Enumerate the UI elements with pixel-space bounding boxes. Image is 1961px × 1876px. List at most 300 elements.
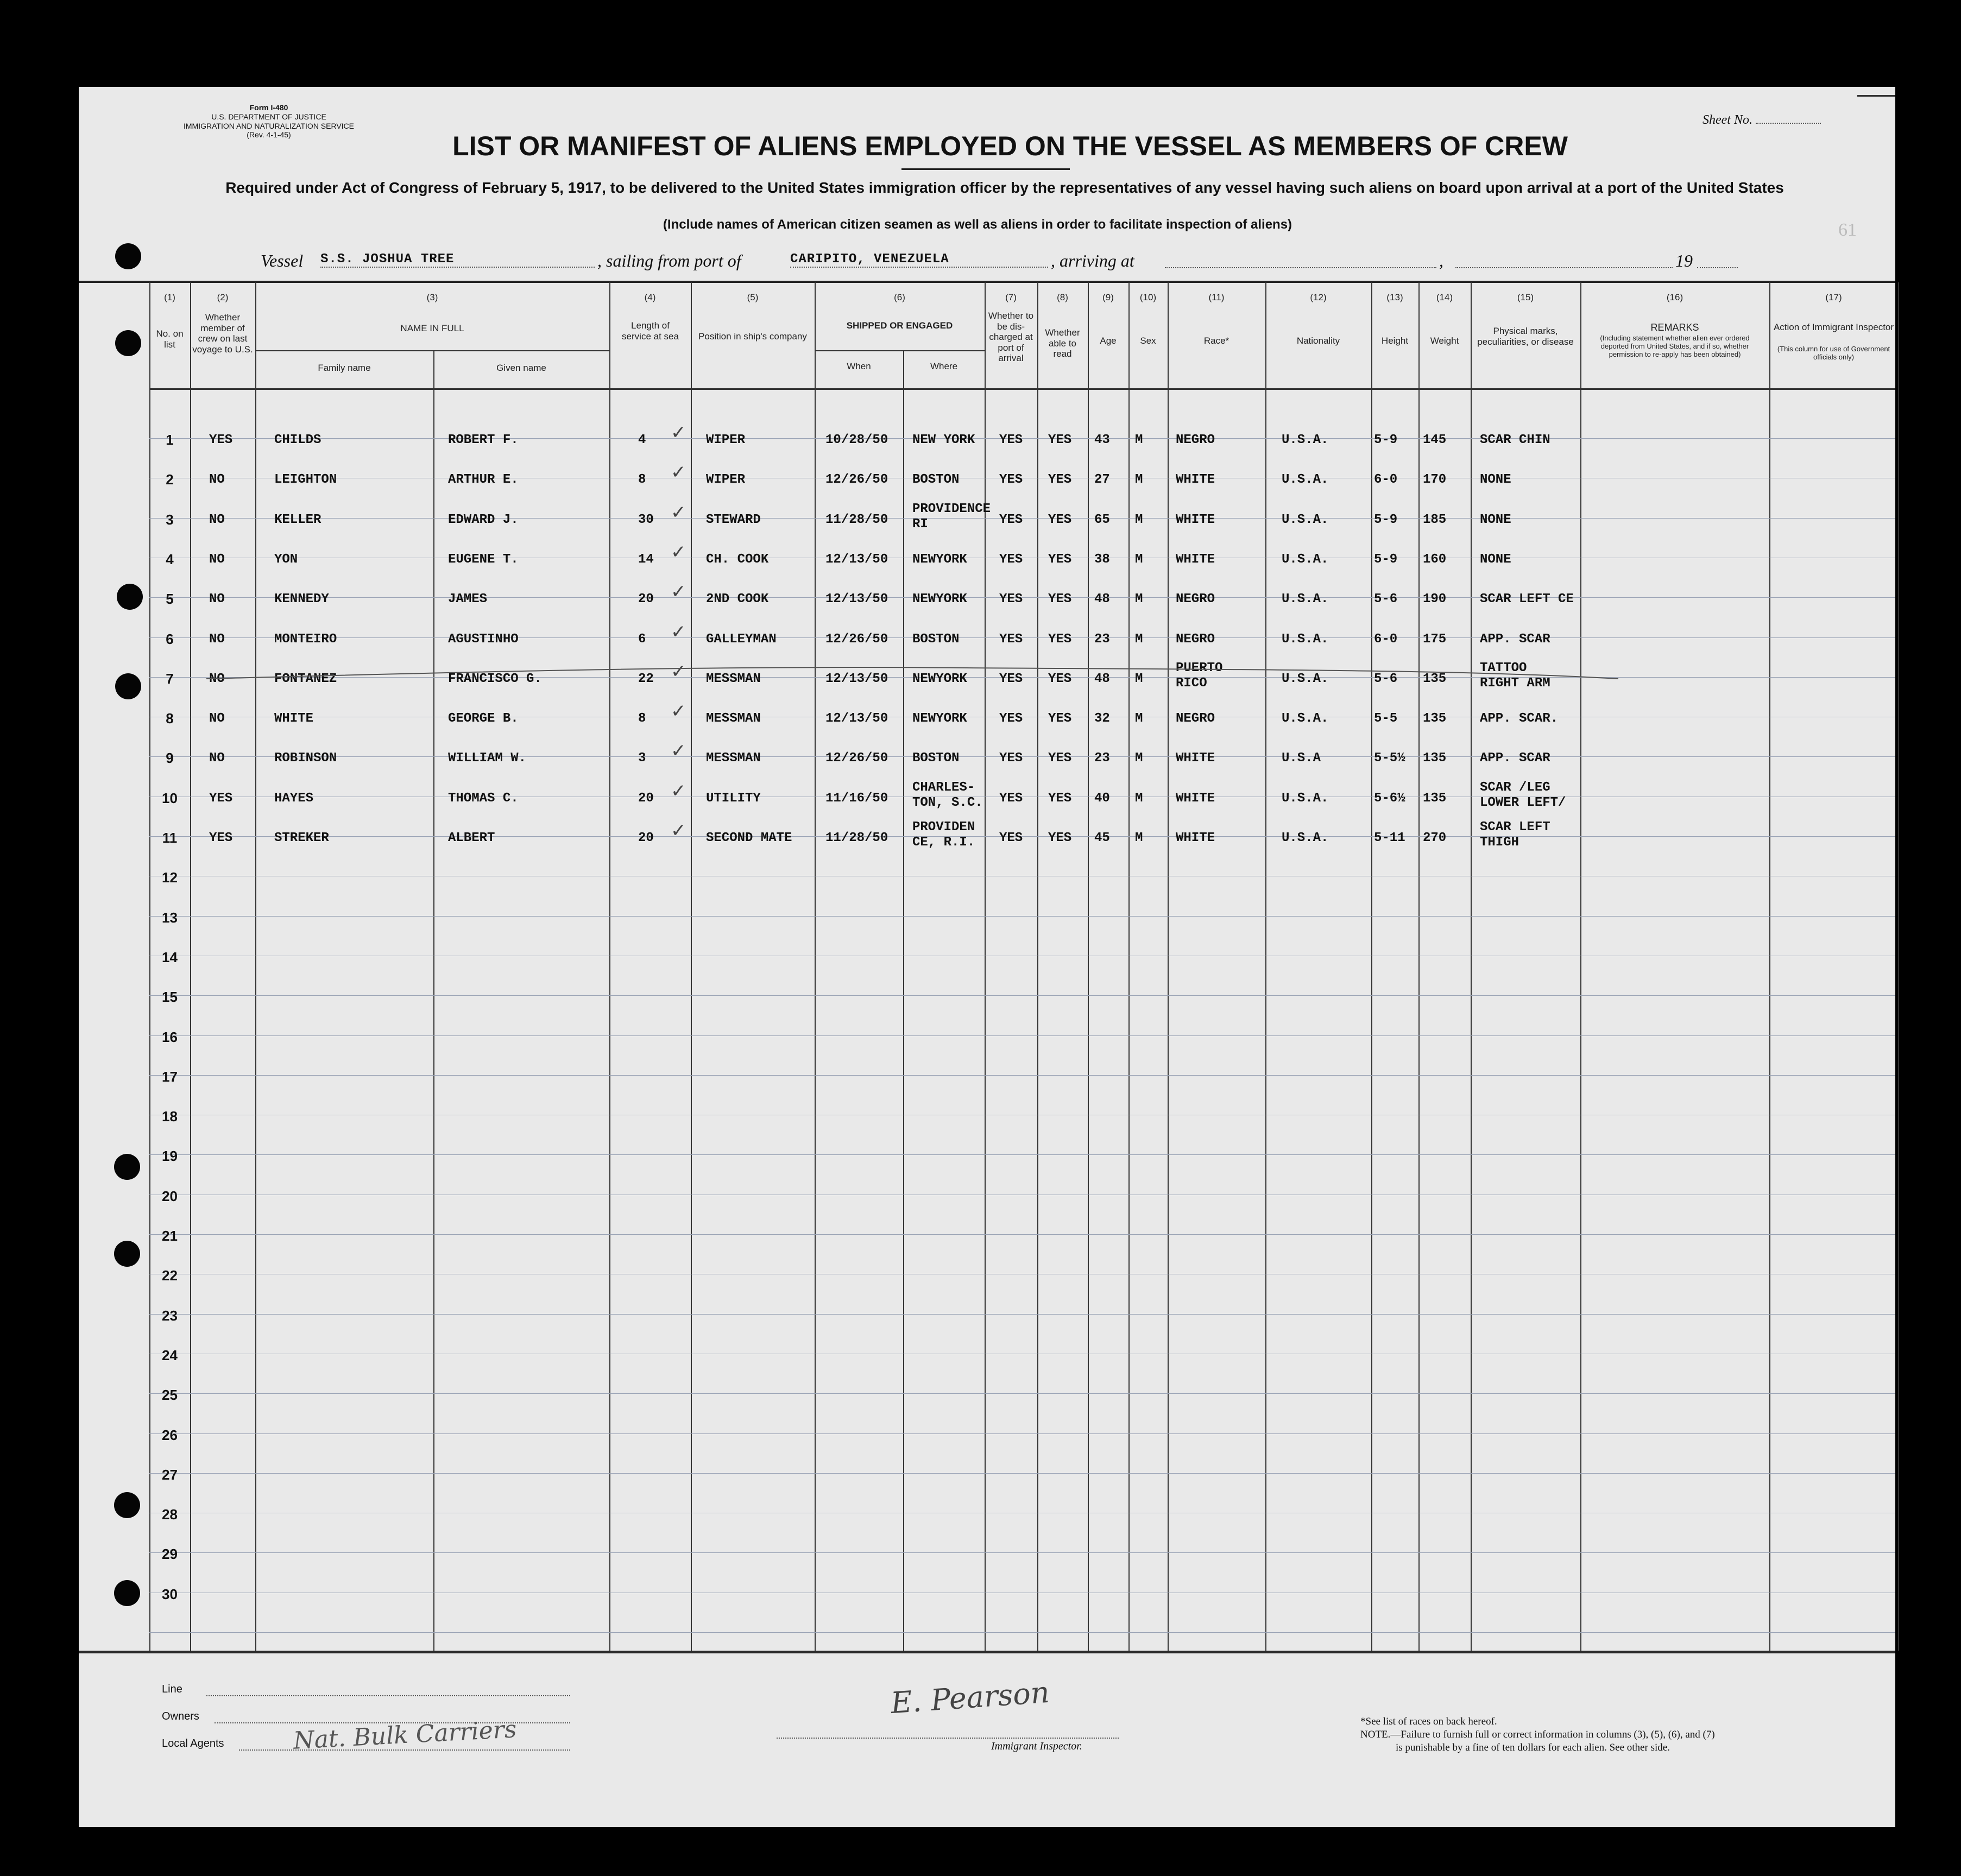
ruled-line <box>149 1632 1895 1633</box>
table-cell-age: 48 <box>1094 672 1110 686</box>
ruled-line <box>149 1552 1895 1553</box>
row-number: 25 <box>162 1387 178 1403</box>
table-cell-family: CHILDS <box>274 433 321 447</box>
header-given-name: Given name <box>496 363 546 373</box>
instruction-note: (Include names of American citizen seamen as well as aliens in order to facilitate inspection of aliens) <box>663 217 1292 232</box>
table-cell-disch: YES <box>999 552 1023 567</box>
cell-line: CHARLES- <box>912 780 975 795</box>
table-cell-position: WIPER <box>706 472 746 487</box>
table-cell-read: YES <box>1048 672 1072 686</box>
row-number: 26 <box>162 1427 178 1443</box>
table-cell-height: 5-9 <box>1374 433 1398 447</box>
footer-area <box>79 1651 1895 1653</box>
table-cell-nat: U.S.A. <box>1282 711 1329 726</box>
table-cell-position: STEWARD <box>706 513 761 527</box>
table-cell-given: JAMES <box>448 592 488 607</box>
table-cell-disch: YES <box>999 592 1023 607</box>
col-num: (9) <box>1102 292 1114 302</box>
row-number: 16 <box>162 1029 178 1045</box>
check-mark-icon: ✓ <box>671 581 686 603</box>
table-cell-marks <box>1480 780 1566 811</box>
col-num: (3) <box>426 292 438 302</box>
table-cell-family: YON <box>274 552 298 567</box>
table-cell-nat: U.S.A. <box>1282 672 1329 686</box>
table-cell-position: MESSMAN <box>706 711 761 726</box>
table-cell-where <box>912 780 983 811</box>
table-cell-race: WHITE <box>1176 552 1215 567</box>
binder-hole <box>115 330 141 356</box>
col-num: (17) <box>1825 292 1842 302</box>
ruled-line <box>149 1035 1895 1036</box>
table-cell-age: 43 <box>1094 433 1110 447</box>
table-cell-when: 12/26/50 <box>825 751 888 766</box>
row-number: 15 <box>162 989 178 1005</box>
cell-line: LOWER LEFT/ <box>1480 795 1566 810</box>
table-cell-crew: NO <box>209 711 225 726</box>
table-cell-marks: NONE <box>1480 513 1511 527</box>
header-when: When <box>847 361 871 371</box>
table-cell-service: 4 <box>638 433 646 447</box>
table-cell-disch: YES <box>999 751 1023 766</box>
row-number: 8 <box>166 710 174 727</box>
header-family-name: Family name <box>318 363 371 373</box>
col-num: (10) <box>1139 292 1157 302</box>
table-cell-height: 6-0 <box>1374 472 1398 487</box>
row-number: 19 <box>162 1148 178 1164</box>
check-mark-icon: ✓ <box>671 422 686 444</box>
col-num: (8) <box>1057 292 1068 302</box>
column-line <box>985 282 986 1651</box>
header-discharged: Whether to be dis-charged at port of arrival <box>988 311 1034 364</box>
agent-signature: Nat. Bulk Carriers <box>292 1715 518 1755</box>
column-line <box>1580 282 1581 1651</box>
table-cell-when: 11/28/50 <box>825 513 888 527</box>
col-num: (12) <box>1310 292 1327 302</box>
cell-line: PROVIDENCE <box>912 502 991 516</box>
table-cell-read: YES <box>1048 433 1072 447</box>
table-cell-service: 8 <box>638 711 646 726</box>
cell-line: TATTOO <box>1480 661 1527 675</box>
column-line <box>815 282 816 1651</box>
local-agents-field[interactable] <box>239 1749 570 1751</box>
table-cell-family: MONTEIRO <box>274 632 337 647</box>
table-cell-given: ARTHUR E. <box>448 472 519 487</box>
table-cell-age: 38 <box>1094 552 1110 567</box>
table-cell-race: WHITE <box>1176 791 1215 806</box>
table-cell-given: WILLIAM W. <box>448 751 527 766</box>
table-cell-sex: M <box>1135 831 1143 845</box>
table-cell-nat: U.S.A. <box>1282 632 1329 647</box>
table-cell-sex: M <box>1135 632 1143 647</box>
check-mark-icon: ✓ <box>671 502 686 523</box>
table-cell-when: 10/28/50 <box>825 433 888 447</box>
col-num: (16) <box>1666 292 1683 302</box>
table-cell-family: WHITE <box>274 711 314 726</box>
row-number: 30 <box>162 1586 178 1602</box>
table-cell-height: 5-5½ <box>1374 751 1405 766</box>
column-line <box>903 350 904 1651</box>
races-note: *See list of races on back hereof. <box>1360 1716 1497 1727</box>
header-action: Action of Immigrant Inspector <box>1773 322 1894 332</box>
binder-hole <box>117 584 143 610</box>
table-cell-where: BOSTON <box>912 472 960 487</box>
table-cell-sex: M <box>1135 791 1143 806</box>
comma: , <box>1439 251 1443 270</box>
ruled-line <box>149 916 1895 917</box>
table-cell-weight: 170 <box>1423 472 1447 487</box>
table-cell-race: NEGRO <box>1176 433 1215 447</box>
cell-line: RICO <box>1176 676 1207 691</box>
table-cell-crew: YES <box>209 791 233 806</box>
header-age: Age <box>1100 336 1117 346</box>
table-cell-family: FONTANEZ <box>274 672 337 686</box>
table-cell-height: 5-5 <box>1374 711 1398 726</box>
table-cell-sex: M <box>1135 711 1143 726</box>
table-cell-disch: YES <box>999 513 1023 527</box>
table-cell-marks: NONE <box>1480 472 1511 487</box>
line-label: Line <box>162 1683 182 1695</box>
table-cell-weight: 135 <box>1423 751 1447 766</box>
col-num: (5) <box>747 292 759 302</box>
cell-line: RIGHT ARM <box>1480 676 1550 691</box>
row-number: 13 <box>162 909 178 926</box>
col-num: (15) <box>1517 292 1534 302</box>
strike-line <box>206 654 1618 687</box>
owners-label: Owners <box>162 1710 199 1722</box>
table-cell-read: YES <box>1048 791 1072 806</box>
column-line <box>1471 282 1472 1651</box>
table-top-border <box>79 281 1895 283</box>
table-cell-given: ALBERT <box>448 831 495 845</box>
cell-line: PUERTO <box>1176 661 1223 675</box>
arrival-port-field[interactable] <box>1165 267 1436 268</box>
table-cell-when: 12/26/50 <box>825 632 888 647</box>
row-number: 11 <box>162 830 178 846</box>
table-cell-marks: APP. SCAR <box>1480 632 1550 647</box>
table-cell-disch: YES <box>999 791 1023 806</box>
table-cell-when: 12/26/50 <box>825 472 888 487</box>
table-cell-when: 11/16/50 <box>825 791 888 806</box>
table-cell-position: MESSMAN <box>706 672 761 686</box>
table-cell-crew: NO <box>209 472 225 487</box>
table-cell-read: YES <box>1048 472 1072 487</box>
table-cell-nat: U.S.A. <box>1282 831 1329 845</box>
header-nationality: Nationality <box>1296 336 1340 346</box>
check-mark-icon: ✓ <box>671 621 686 643</box>
table-cell-crew: NO <box>209 751 225 766</box>
header-race: Race* <box>1203 336 1229 346</box>
table-cell-age: 48 <box>1094 592 1110 607</box>
row-number: 6 <box>166 631 174 647</box>
table-cell-race: WHITE <box>1176 513 1215 527</box>
table-cell-weight: 135 <box>1423 672 1447 686</box>
table-cell-race: WHITE <box>1176 751 1215 766</box>
check-mark-icon: ✓ <box>671 740 686 762</box>
table-cell-weight: 175 <box>1423 632 1447 647</box>
ruled-line <box>149 1154 1895 1155</box>
arriving-label: , arriving at <box>1051 251 1134 270</box>
table-cell-weight: 160 <box>1423 552 1447 567</box>
year-field[interactable] <box>1697 267 1738 268</box>
table-cell-position: SECOND MATE <box>706 831 792 845</box>
ruled-line <box>149 1393 1895 1394</box>
row-number: 10 <box>162 790 178 806</box>
column-line <box>609 282 610 1651</box>
ruled-line <box>149 1234 1895 1235</box>
table-cell-when: 12/13/50 <box>825 592 888 607</box>
row-number: 17 <box>162 1069 178 1085</box>
table-cell-where: BOSTON <box>912 632 960 647</box>
table-cell-read: YES <box>1048 632 1072 647</box>
table-cell-position: CH. COOK <box>706 552 769 567</box>
table-cell-height: 5-6 <box>1374 592 1398 607</box>
table-cell-nat: U.S.A. <box>1282 513 1329 527</box>
header-shipped: SHIPPED OR ENGAGED <box>846 320 953 331</box>
header-position: Position in ship's company <box>698 331 807 342</box>
table-cell-family: STREKER <box>274 831 329 845</box>
ruled-line <box>149 995 1895 996</box>
port-field[interactable]: CARIPITO, VENEZUELA <box>790 252 1048 268</box>
table-cell-read: YES <box>1048 711 1072 726</box>
row-number: 14 <box>162 949 178 965</box>
check-mark-icon: ✓ <box>671 462 686 483</box>
row-number: 29 <box>162 1546 178 1562</box>
column-line <box>1088 282 1089 1651</box>
table-cell-read: YES <box>1048 751 1072 766</box>
table-cell-nat: U.S.A. <box>1282 592 1329 607</box>
header-where: Where <box>930 361 958 371</box>
binder-hole <box>115 673 141 699</box>
header-sex: Sex <box>1140 336 1156 346</box>
ruled-line <box>149 1433 1895 1434</box>
penalty-note-1: NOTE.—Failure to furnish full or correct information in columns (3), (5), (6), and (7) <box>1360 1729 1715 1740</box>
row-number: 3 <box>166 511 174 528</box>
col-num: (14) <box>1436 292 1453 302</box>
table-cell-read: YES <box>1048 592 1072 607</box>
header-read: Whether able to read <box>1045 327 1080 359</box>
table-cell-position: 2ND COOK <box>706 592 769 607</box>
table-cell-height: 6-0 <box>1374 632 1398 647</box>
table-cell-height: 5-6½ <box>1374 791 1405 806</box>
table-cell-position: GALLEYMAN <box>706 632 777 647</box>
header-length-service: Length of service at sea <box>622 320 679 342</box>
arrival-date-field[interactable] <box>1455 267 1673 268</box>
table-cell-weight: 145 <box>1423 433 1447 447</box>
table-cell-read: YES <box>1048 831 1072 845</box>
table-cell-service: 3 <box>638 751 646 766</box>
sheet-number-field[interactable] <box>1756 123 1821 124</box>
column-line <box>1037 282 1038 1651</box>
table-cell-crew: NO <box>209 592 225 607</box>
column-line <box>1168 282 1169 1651</box>
table-cell-nat: U.S.A. <box>1282 791 1329 806</box>
row-number: 2 <box>166 471 174 488</box>
table-cell-race: NEGRO <box>1176 592 1215 607</box>
cell-line: RI <box>912 517 928 532</box>
table-cell-sex: M <box>1135 513 1143 527</box>
vessel-name-field[interactable]: S.S. JOSHUA TREE <box>320 252 595 268</box>
table-cell-family: ROBINSON <box>274 751 337 766</box>
header-crew-last-voyage: Whether member of crew on last voyage to U.S. <box>192 312 253 355</box>
table-cell-service: 14 <box>638 552 654 567</box>
table-cell-marks: SCAR CHIN <box>1480 433 1550 447</box>
table-cell-sex: M <box>1135 433 1143 447</box>
table-cell-age: 32 <box>1094 711 1110 726</box>
table-cell-crew: YES <box>209 831 233 845</box>
column-line <box>1265 282 1266 1651</box>
table-cell-crew: YES <box>209 433 233 447</box>
table-cell-disch: YES <box>999 672 1023 686</box>
table-cell-crew: NO <box>209 632 225 647</box>
header-divider <box>255 350 609 351</box>
table-cell-age: 23 <box>1094 632 1110 647</box>
check-mark-icon: ✓ <box>671 661 686 683</box>
table-cell-race: WHITE <box>1176 831 1215 845</box>
row-number: 4 <box>166 551 174 567</box>
table-cell-when: 11/28/50 <box>825 831 888 845</box>
table-cell-where <box>912 820 975 850</box>
table-cell-given: GEORGE B. <box>448 711 519 726</box>
row-number: 23 <box>162 1307 178 1324</box>
row-number: 28 <box>162 1506 178 1523</box>
table-cell-service: 8 <box>638 472 646 487</box>
table-cell-height: 5-6 <box>1374 672 1398 686</box>
local-agents-label: Local Agents <box>162 1738 224 1749</box>
table-cell-when: 12/13/50 <box>825 672 888 686</box>
title-rule <box>901 168 1070 170</box>
table-cell-given: ROBERT F. <box>448 433 519 447</box>
table-cell-when: 12/13/50 <box>825 711 888 726</box>
table-cell-disch: YES <box>999 433 1023 447</box>
header-weight: Weight <box>1430 336 1459 346</box>
line-field[interactable] <box>206 1695 570 1696</box>
table-cell-height: 5-9 <box>1374 552 1398 567</box>
cell-line: PROVIDEN <box>912 820 975 835</box>
table-cell-where: NEWYORK <box>912 592 967 607</box>
table-cell-weight: 190 <box>1423 592 1447 607</box>
table-cell-service: 20 <box>638 791 654 806</box>
table-cell-read: YES <box>1048 552 1072 567</box>
row-number: 20 <box>162 1188 178 1204</box>
table-cell-disch: YES <box>999 632 1023 647</box>
column-line <box>1371 282 1372 1651</box>
table-cell-family: KENNEDY <box>274 592 329 607</box>
table-cell-marks <box>1480 820 1550 850</box>
table-cell-family: HAYES <box>274 791 314 806</box>
table-cell-where: NEWYORK <box>912 711 967 726</box>
header-bottom-border <box>149 388 1895 390</box>
cell-line: SCAR /LEG <box>1480 780 1550 795</box>
inspector-label: Immigrant Inspector. <box>991 1740 1082 1752</box>
row-number: 24 <box>162 1347 178 1363</box>
table-cell-age: 40 <box>1094 791 1110 806</box>
binder-hole <box>114 1241 140 1267</box>
table-cell-service: 6 <box>638 632 646 647</box>
table-cell-service: 30 <box>638 513 654 527</box>
header-physical-marks: Physical marks, peculiarities, or disease <box>1477 326 1574 347</box>
table-cell-age: 27 <box>1094 472 1110 487</box>
table-cell-position: UTILITY <box>706 791 761 806</box>
table-cell-where: BOSTON <box>912 751 960 766</box>
table-cell-sex: M <box>1135 672 1143 686</box>
table-cell-race: NEGRO <box>1176 711 1215 726</box>
inspector-signature: E. Pearson <box>890 1675 1051 1721</box>
row-number: 7 <box>166 671 174 687</box>
table-cell-given: EDWARD J. <box>448 513 519 527</box>
table-cell-crew: NO <box>209 552 225 567</box>
year-prefix: 19 <box>1675 251 1693 270</box>
table-cell-weight: 270 <box>1423 831 1447 845</box>
check-mark-icon: ✓ <box>671 541 686 563</box>
column-line <box>255 282 256 1651</box>
table-cell-given: THOMAS C. <box>448 791 519 806</box>
table-cell-weight: 185 <box>1423 513 1447 527</box>
table-cell-given: AGUSTINHO <box>448 632 519 647</box>
header-action-note: (This column for use of Government officials only) <box>1777 345 1890 361</box>
table-cell-sex: M <box>1135 751 1143 766</box>
sheet-label: Sheet No. <box>1703 113 1752 127</box>
form-number: Form I-480 <box>249 103 288 112</box>
row-number: 21 <box>162 1228 178 1244</box>
row-number: 5 <box>166 591 174 607</box>
table-cell-where: NEWYORK <box>912 552 967 567</box>
header-remarks-note: (Including statement whether alien ever ordered deported from United States, and if so, whether permission to re-apply has been obtained) <box>1600 334 1750 358</box>
table-cell-age: 23 <box>1094 751 1110 766</box>
table-cell-sex: M <box>1135 592 1143 607</box>
corner-mark <box>1857 95 1895 97</box>
cell-line: TON, S.C. <box>912 795 983 810</box>
row-number: 1 <box>166 432 174 448</box>
service-name: IMMIGRATION AND NATURALIZATION SERVICE <box>184 121 354 130</box>
table-cell-service: 22 <box>638 672 654 686</box>
table-cell-sex: M <box>1135 552 1143 567</box>
column-line <box>1769 282 1770 1651</box>
row-number: 18 <box>162 1108 178 1125</box>
col-num: (11) <box>1208 292 1225 302</box>
table-cell-service: 20 <box>638 831 654 845</box>
binder-hole <box>114 1154 140 1180</box>
table-cell-nat: U.S.A <box>1282 751 1321 766</box>
table-cell-marks: NONE <box>1480 552 1511 567</box>
table-cell-family: KELLER <box>274 513 321 527</box>
table-cell-read: YES <box>1048 513 1072 527</box>
agency-name: U.S. DEPARTMENT OF JUSTICE <box>211 112 326 121</box>
column-line <box>190 282 191 1651</box>
column-line <box>1418 282 1420 1651</box>
table-cell-disch: YES <box>999 831 1023 845</box>
table-cell-sex: M <box>1135 472 1143 487</box>
check-mark-icon: ✓ <box>671 780 686 802</box>
row-number: 12 <box>162 869 178 886</box>
table-cell-position: MESSMAN <box>706 751 761 766</box>
penalty-note-2: is punishable by a fine of ten dollars for each alien. See other side. <box>1396 1742 1670 1753</box>
table-cell-where: NEWYORK <box>912 672 967 686</box>
binder-hole <box>114 1492 140 1518</box>
col-num: (7) <box>1005 292 1017 302</box>
cell-line: CE, R.I. <box>912 835 975 850</box>
table-cell-weight: 135 <box>1423 791 1447 806</box>
table-cell-race: NEGRO <box>1176 632 1215 647</box>
table-cell-disch: YES <box>999 472 1023 487</box>
cell-line: SCAR LEFT <box>1480 820 1550 835</box>
col-num: (2) <box>217 292 229 302</box>
table-cell-family: LEIGHTON <box>274 472 337 487</box>
table-cell-height: 5-9 <box>1374 513 1398 527</box>
table-cell-crew: NO <box>209 513 225 527</box>
table-cell-nat: U.S.A. <box>1282 552 1329 567</box>
row-number: 22 <box>162 1267 178 1284</box>
table-cell-height: 5-11 <box>1374 831 1405 845</box>
